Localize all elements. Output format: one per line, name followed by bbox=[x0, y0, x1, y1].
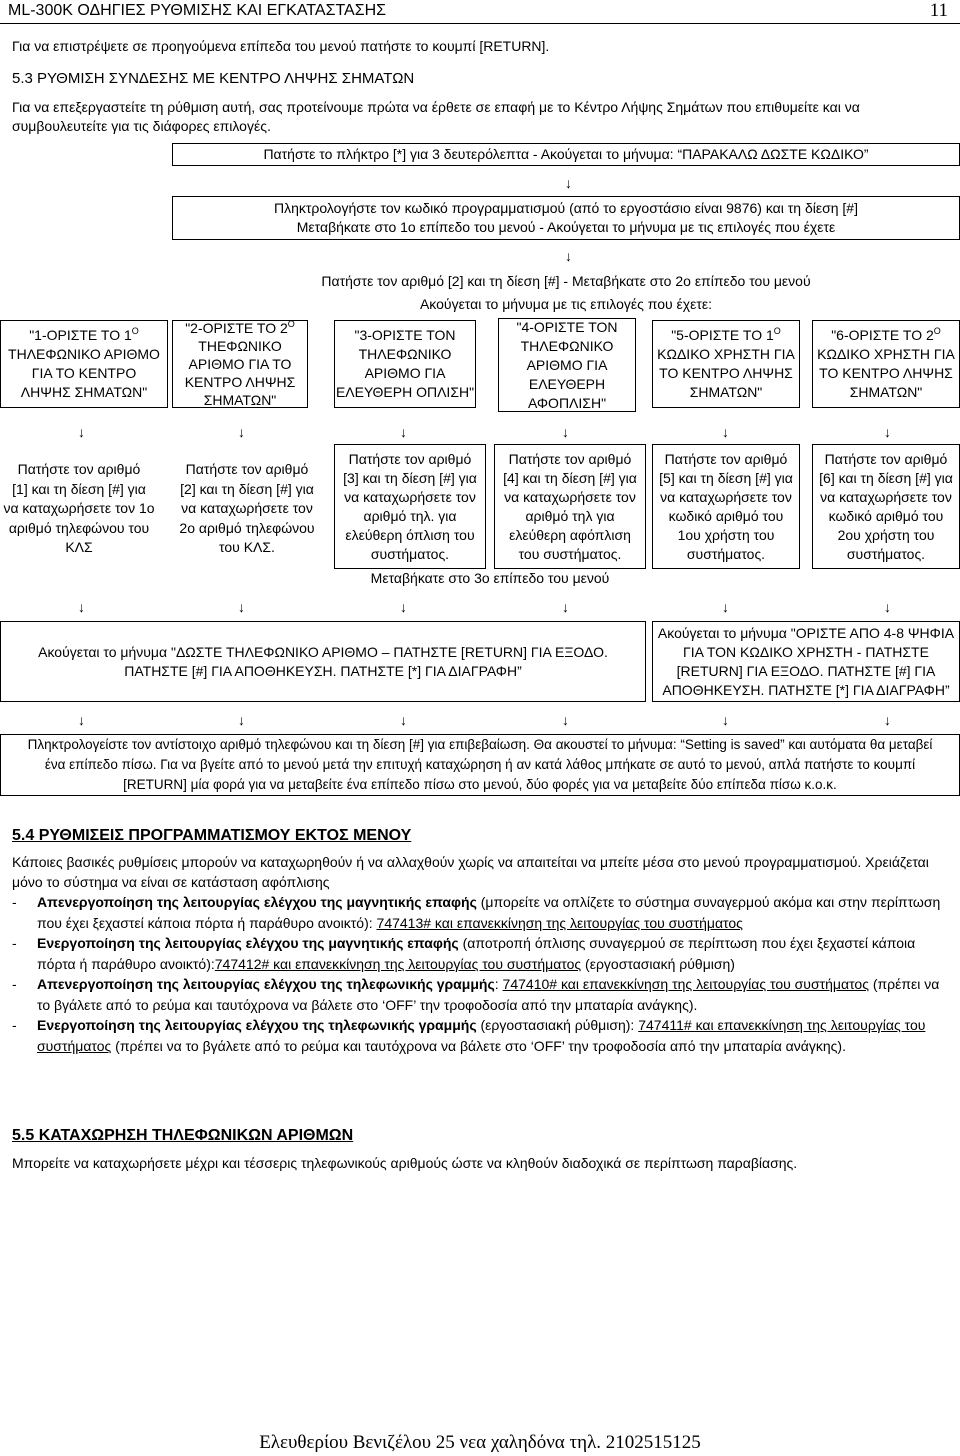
instruction-3-line5: ελεύθερη όπλιση του bbox=[345, 526, 475, 543]
option-5-line1: "5-ΟΡΙΣΤΕ ΤΟ 1 bbox=[671, 327, 774, 343]
option-2-line2: ΤΗΕΦΩΝΙΚΟ bbox=[198, 338, 282, 354]
down-arrow-icon: ↓ bbox=[884, 599, 891, 615]
option-6-line2: ΚΩΔΙΚΟ ΧΡΗΣΤΗ ΓΙΑ bbox=[817, 346, 955, 362]
option-5-line4: ΣΗΜΑΤΩΝ" bbox=[689, 384, 763, 400]
down-arrow-icon: ↓ bbox=[400, 599, 407, 615]
option-box-3 bbox=[334, 320, 476, 408]
option-4-line5: ΑΦΟΠΛΙΣΗ" bbox=[527, 394, 607, 411]
list-item-3-bold: Απενεργοποίηση της λειτουργίας ελέγχου της τηλεφωνικής γραμμής bbox=[37, 976, 495, 992]
instruction-2 bbox=[168, 460, 326, 558]
section-5-3-title: 5.3 ΡΥΘΜΙΣΗ ΣΥΝΔΕΣΗΣ ΜΕ ΚΕΝΤΡΟ ΛΗΨΗΣ ΣΗΜΑΤΩΝ bbox=[12, 70, 415, 87]
page-number: 11 bbox=[929, 0, 948, 21]
option-6-superscript: Ο bbox=[933, 326, 941, 336]
instruction-1 bbox=[0, 460, 158, 558]
down-arrow-icon: ↓ bbox=[238, 599, 245, 615]
instruction-6-line6: συστήματος. bbox=[846, 545, 926, 562]
instruction-6-line2: [6] και τη δίεση [#] για bbox=[819, 469, 953, 486]
down-arrow-icon: ↓ bbox=[78, 424, 85, 440]
option-2-line4: ΚΕΝΤΡΟ ΛΗΨΗΣ bbox=[184, 374, 296, 390]
option-1-line3: ΓΙΑ ΤΟ ΚΕΝΤΡΟ bbox=[31, 365, 137, 381]
option-box-2 bbox=[172, 320, 308, 408]
flow-step-press-star-text: Πατήστε το πλήκτρο [*] για 3 δευτερόλεπτα - Ακούγεται το μήνυμα: “ΠΑΡΑΚΑΛΩ ΔΩΣΤΕ ΚΩΔΙΚΟ” bbox=[263, 146, 869, 162]
list-item-enable-magnetic bbox=[12, 933, 956, 974]
option-5-line2: ΚΩΔΙΚΟ ΧΡΗΣΤΗ ΓΙΑ bbox=[657, 346, 795, 362]
list-item-4-line2-code: συστήματος bbox=[37, 1037, 112, 1054]
section-5-4-intro-line2: μόνο το σύστημα να είναι σε κατάσταση αφόπλισης bbox=[12, 874, 330, 890]
instruction-1-line1: Πατήστε τον αριθμό bbox=[17, 461, 141, 477]
list-item-1-code: 747413# και επανεκκίνηση της λειτουργίας του συστήματος bbox=[376, 914, 743, 931]
option-2-line1: "2-ΟΡΙΣΤΕ ΤΟ 2 bbox=[185, 320, 288, 336]
option-4-line1: "4-ΟΡΙΣΤΕ ΤΟΝ bbox=[516, 318, 618, 335]
flow-step-enter-code bbox=[172, 196, 960, 240]
instruction-5-line2: [5] και τη δίεση [#] για bbox=[659, 469, 793, 486]
document-title: ML-300K ΟΔΗΓΙΕΣ ΡΥΘΜΙΣΗΣ ΚΑΙ ΕΓΚΑΤΑΣΤΑΣΗΣ bbox=[8, 2, 387, 19]
down-arrow-icon: ↓ bbox=[565, 175, 572, 191]
instruction-5-line4: κωδικό αριθμό του bbox=[668, 507, 784, 524]
list-dash: - bbox=[12, 935, 17, 951]
down-arrow-icon: ↓ bbox=[565, 248, 572, 264]
down-arrow-icon: ↓ bbox=[78, 712, 85, 728]
message-phone-line1: Ακούγεται το μήνυμα "ΔΩΣΤΕ ΤΗΛΕΦΩΝΙΚΟ ΑΡΙΘΜΟ – ΠΑΤΗΣΤΕ [RETURN] ΓΙΑ ΕΞΟΔΟ. bbox=[38, 643, 608, 660]
flow-step-press-star bbox=[172, 143, 960, 166]
instruction-1-line3: να καταχωρήσετε τον 1ο bbox=[3, 500, 155, 516]
list-dash: - bbox=[12, 894, 17, 910]
list-item-4-line2: (πρέπει να το βγάλετε από το ρεύμα και ταυτόχρονα να βάλετε στο ‘OFF’ την τροφοδοσία από την μπαταρία ανάγκης). bbox=[111, 1037, 846, 1054]
down-arrow-icon: ↓ bbox=[722, 599, 729, 615]
list-dash: - bbox=[12, 1017, 17, 1033]
list-item-4-code: 747411# και επανεκκίνηση της λειτουργίας του bbox=[638, 1017, 926, 1033]
instruction-3-line2: [3] και τη δίεση [#] για bbox=[343, 469, 477, 486]
down-arrow-icon: ↓ bbox=[722, 424, 729, 440]
instruction-4-line6: του συστήματος. bbox=[518, 545, 622, 562]
flow-step-menu-options: Ακούγεται το μήνυμα με τις επιλογές που έχετε: bbox=[419, 296, 713, 312]
instruction-2-line4: 2ο αριθμό τηλεφώνου bbox=[179, 519, 315, 536]
list-item-4-rest: (εργοστασιακή ρύθμιση): bbox=[476, 1017, 639, 1033]
instruction-5-line5: 1ου χρήστη του bbox=[677, 526, 775, 543]
instruction-3-line3: να καταχωρήσετε τον bbox=[344, 488, 476, 505]
option-5-line3: ΤΟ ΚΕΝΤΡΟ ΛΗΨΗΣ bbox=[659, 365, 793, 381]
list-item-3-code: 747410# και επανεκκίνηση της λειτουργίας του συστήματος bbox=[502, 976, 869, 992]
message-user-code-line3: [RETURN] ΓΙΑ ΕΞΟΔΟ. ΠΑΤΗΣΤΕ [#] ΓΙΑ bbox=[676, 662, 936, 679]
instruction-3-line6: συστήματος. bbox=[370, 545, 450, 562]
instruction-6-line3: να καταχωρήσετε τον bbox=[820, 488, 952, 505]
page-footer: Ελευθερίου Βενιζέλου 25 νεα χαληδόνα τηλ. 2102515125 bbox=[259, 1432, 701, 1453]
list-item-disable-magnetic bbox=[12, 892, 956, 933]
down-arrow-icon: ↓ bbox=[884, 712, 891, 728]
message-box-phone bbox=[0, 621, 646, 702]
option-1-line1: "1-ΟΡΙΣΤΕ ΤΟ 1 bbox=[29, 327, 132, 343]
final-instruction-box bbox=[0, 734, 960, 796]
instruction-4-line1: Πατήστε τον αριθμό bbox=[508, 450, 632, 467]
instruction-1-line2: [1] και τη δίεση [#] για bbox=[12, 480, 146, 497]
option-3-line4: ΕΛΕΥΘΕΡΗ ΟΠΛΙΣΗ" bbox=[335, 384, 475, 400]
list-item-3-rest: : bbox=[494, 976, 503, 992]
instruction-3-line4: αριθμό τηλ. για bbox=[363, 507, 457, 524]
section-5-3-paragraph-line2: συμβουλευτείτε για τις διάφορες επιλογές. bbox=[12, 118, 271, 134]
option-1-line2: ΤΗΛΕΦΩΝΙΚΟ ΑΡΙΘΜΟ bbox=[8, 346, 160, 362]
instruction-2-line2: [2] και τη δίεση [#] για bbox=[180, 480, 314, 497]
section-5-3-paragraph-line1: Για να επεξεργαστείτε τη ρύθμιση αυτή, σας προτείνουμε πρώτα να έρθετε σε επαφή με το Κέντρο Λήψης Σημάτων που επιθυμείτε και να bbox=[12, 99, 860, 115]
section-5-4-intro-line1: Κάποιες βασικές ρυθμίσεις μπορούν να καταχωρηθούν ή να αλλαχθούν χωρίς να απαιτείται να μπείτε μέσα στο μενού προγραμματισμού. Χρειάζεται bbox=[12, 854, 929, 870]
message-user-code-line1: Ακούγεται το μήνυμα "ΟΡΙΣΤΕ ΑΠΟ 4-8 ΨΗΦΙΑ bbox=[657, 624, 955, 641]
option-1-superscript: Ο bbox=[131, 326, 139, 336]
down-arrow-icon: ↓ bbox=[400, 424, 407, 440]
flow-step-enter-code-line2: Μεταβήκατε στο 1ο επίπεδο του μενού - Ακούγεται το μήνυμα με τις επιλογές που έχετε bbox=[296, 219, 836, 235]
list-item-2-note: (εργοστασιακή ρύθμιση) bbox=[581, 955, 735, 972]
option-3-line2: ΤΗΛΕΦΩΝΙΚΟ bbox=[358, 346, 452, 362]
list-item-2-line2: πόρτα ή παράθυρο ανοικτό): bbox=[37, 955, 215, 972]
flow-step-press-2: Πατήστε τον αριθμό [2] και τη δίεση [#] - Μεταβήκατε στο 2ο επίπεδο του μενού bbox=[321, 273, 811, 289]
instruction-6-line5: 2ου χρήστη του bbox=[837, 526, 935, 543]
instruction-4-line2: [4] και τη δίεση [#] για bbox=[503, 469, 637, 486]
list-item-disable-phone-line bbox=[12, 974, 956, 1015]
down-arrow-icon: ↓ bbox=[562, 599, 569, 615]
instruction-2-line1: Πατήστε τον αριθμό bbox=[185, 461, 309, 477]
option-3-line3: ΑΡΙΘΜΟ ΓΙΑ bbox=[364, 365, 446, 381]
down-arrow-icon: ↓ bbox=[562, 424, 569, 440]
option-4-line4: ΕΛΕΥΘΕΡΗ bbox=[528, 375, 606, 392]
instruction-4 bbox=[494, 444, 646, 569]
list-item-4-bold: Ενεργοποίηση της λειτουργίας ελέγχου της τηλεφωνικής γραμμής bbox=[37, 1017, 477, 1033]
option-2-line5: ΣΗΜΑΤΩΝ" bbox=[203, 392, 277, 408]
instruction-5 bbox=[652, 444, 800, 569]
flow-step-enter-code-line1: Πληκτρολογήστε τον κωδικό προγραμματισμού (από το εργοστάσιο είναι 9876) και τη δίεση [#] bbox=[273, 200, 858, 216]
down-arrow-icon: ↓ bbox=[238, 712, 245, 728]
option-box-1 bbox=[0, 320, 168, 408]
option-4-line2: ΤΗΛΕΦΩΝΙΚΟ bbox=[520, 337, 614, 354]
option-1-line4: ΛΗΨΗΣ ΣΗΜΑΤΩΝ" bbox=[20, 384, 148, 400]
down-arrow-icon: ↓ bbox=[78, 599, 85, 615]
page-header bbox=[0, 0, 960, 24]
option-2-superscript: Ο bbox=[287, 319, 295, 329]
instruction-4-line4: αριθμό τηλ για bbox=[525, 507, 615, 524]
instruction-5-line1: Πατήστε τον αριθμό bbox=[664, 450, 788, 467]
list-item-1-rest: (μπορείτε να οπλίζετε το σύστημα συναγερμού ακόμα και στην περίπτωση bbox=[476, 894, 941, 910]
instruction-6-line1: Πατήστε τον αριθμό bbox=[824, 450, 948, 467]
list-item-1-bold: Απενεργοποίηση της λειτουργίας ελέγχου της μαγνητικής επαφής bbox=[37, 894, 477, 910]
down-arrow-icon: ↓ bbox=[722, 712, 729, 728]
final-instruction-line2: ένα επίπεδο πίσω. Για να βγείτε από το μενού μετά την επιτυχή καταχώρηση ή αν κατά λάθος μπήκατε σε αυτό το μενού, απλά πατήστε το κουμπί bbox=[44, 757, 916, 772]
instruction-3 bbox=[334, 444, 486, 569]
instruction-1-line4: αριθμό τηλεφώνου του bbox=[8, 519, 150, 536]
instruction-2-line3: να καταχωρήσετε τον bbox=[181, 500, 313, 516]
intro-line: Για να επιστρέψετε σε προηγούμενα επίπεδα του μενού πατήστε το κουμπί [RETURN]. bbox=[12, 38, 550, 54]
final-instruction-line3: [RETURN] μία φορά για να μεταβείτε ένα επίπεδο πίσω στο μενού, δύο φορές για να μεταβείτε δύο επίπεδα πίσω κ.ο.κ. bbox=[123, 777, 837, 792]
option-box-5 bbox=[652, 320, 800, 408]
option-6-line3: ΤΟ ΚΕΝΤΡΟ ΛΗΨΗΣ bbox=[819, 365, 953, 381]
option-2-line3: ΑΡΙΘΜΟ ΓΙΑ ΤΟ bbox=[188, 356, 292, 372]
option-3-line1: "3-ΟΡΙΣΤΕ ΤΟΝ bbox=[354, 327, 456, 343]
final-instruction-line1: Πληκτρολογείστε τον αντίστοιχο αριθμό τηλεφώνου και τη δίεση [#] για επιβεβαίωση. Θα ακουστεί το μήνυμα: “Setting is saved” και αυτόματα θα μεταβεί bbox=[27, 737, 933, 752]
down-arrow-icon: ↓ bbox=[238, 424, 245, 440]
section-5-5-title: 5.5 ΚΑΤΑΧΩΡΗΣΗ ΤΗΛΕΦΩΝΙΚΩΝ ΑΡΙΘΜΩΝ bbox=[12, 1127, 354, 1144]
level-3-notice: Μεταβήκατε στο 3ο επίπεδο του μενού bbox=[370, 570, 610, 586]
down-arrow-icon: ↓ bbox=[884, 424, 891, 440]
section-5-4-list bbox=[12, 892, 956, 1056]
option-4-line3: ΑΡΙΘΜΟ ΓΙΑ bbox=[526, 356, 608, 373]
message-box-user-code bbox=[652, 621, 960, 702]
list-item-3-rest2: (πρέπει να bbox=[868, 976, 940, 992]
instruction-6-line4: κωδικό αριθμό του bbox=[828, 507, 944, 524]
section-5-4-title: 5.4 ΡΥΘΜΙΣΕΙΣ ΠΡΟΓΡΑΜΜΑΤΙΣΜΟΥ ΕΚΤΟΣ ΜΕΝΟΥ bbox=[12, 827, 412, 844]
header-rule bbox=[0, 23, 960, 24]
list-item-2-bold: Ενεργοποίηση της λειτουργίας ελέγχου της μαγνητικής επαφής bbox=[37, 935, 459, 951]
option-box-6 bbox=[812, 320, 960, 408]
instruction-3-line1: Πατήστε τον αριθμό bbox=[348, 450, 472, 467]
down-arrow-icon: ↓ bbox=[400, 712, 407, 728]
instruction-6 bbox=[812, 444, 960, 569]
list-item-2-code: 747412# και επανεκκίνηση της λειτουργίας του συστήματος bbox=[214, 955, 582, 972]
list-item-1-line2: που έχει ξεχαστεί κάποια πόρτα ή παράθυρο ανοικτό): bbox=[37, 914, 377, 931]
instruction-2-line5: του ΚΛΣ. bbox=[219, 539, 275, 555]
message-user-code-line2: ΓΙΑ ΤΟΝ ΚΩΔΙΚΟ ΧΡΗΣΤΗ - ΠΑΤΗΣΤΕ bbox=[683, 643, 929, 660]
down-arrow-icon: ↓ bbox=[562, 712, 569, 728]
list-dash: - bbox=[12, 976, 17, 992]
section-5-5-paragraph: Μπορείτε να καταχωρήσετε μέχρι και τέσσερις τηλεφωνικούς αριθμούς ώστε να κληθούν διαδοχικά σε περίπτωση παραβίασης. bbox=[12, 1155, 798, 1171]
list-item-enable-phone-line bbox=[12, 1015, 956, 1056]
instruction-4-line5: ελεύθερη αφόπλιση bbox=[509, 526, 631, 543]
instruction-4-line3: να καταχωρήσετε τον bbox=[504, 488, 636, 505]
instruction-1-line5: ΚΛΣ bbox=[65, 539, 93, 555]
option-6-line1: "6-ΟΡΙΣΤΕ ΤΟ 2 bbox=[831, 327, 934, 343]
option-box-4 bbox=[498, 318, 636, 412]
option-6-line4: ΣΗΜΑΤΩΝ" bbox=[849, 384, 923, 400]
list-item-3-line2: το βγάλετε από το ρεύμα και ταυτόχρονα να βάλετε στο ‘OFF’ την τροφοδοσία από την μπαταρία ανάγκης). bbox=[37, 996, 698, 1013]
list-item-2-rest: (αποτροπή όπλισης συναγερμού σε περίπτωση που έχει ξεχαστεί κάποια bbox=[458, 935, 916, 951]
option-5-superscript: Ο bbox=[773, 326, 781, 336]
message-user-code-line4: ΑΠΟΘΗΚΕΥΣΗ. ΠΑΤΗΣΤΕ [*] ΓΙΑ ΔΙΑΓΡΑΦΗ” bbox=[662, 681, 950, 698]
instruction-5-line3: να καταχωρήσετε τον bbox=[660, 488, 792, 505]
message-phone-line2: ΠΑΤΗΣΤΕ [#] ΓΙΑ ΑΠΟΘΗΚΕΥΣΗ. ΠΑΤΗΣΤΕ [*] ΓΙΑ ΔΙΑΓΡΑΦΗ” bbox=[124, 662, 522, 679]
instruction-5-line6: συστήματος. bbox=[686, 545, 766, 562]
